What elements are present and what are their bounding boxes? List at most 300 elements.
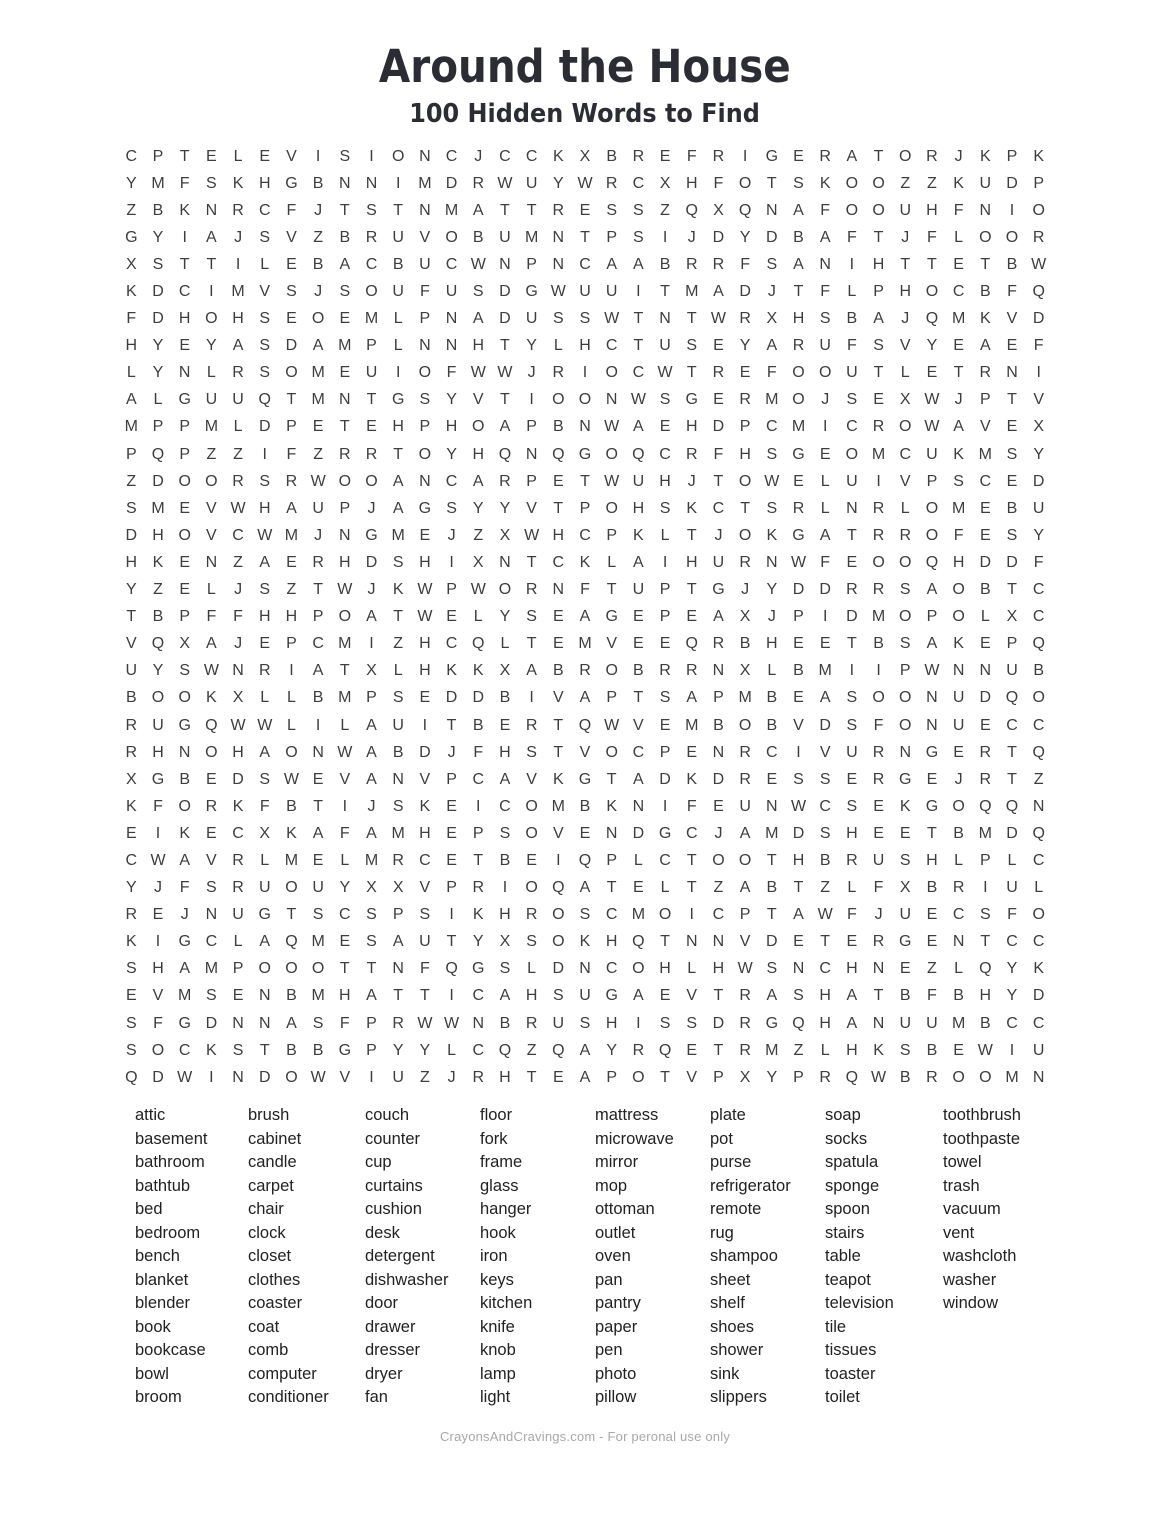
grid-letter: G [792,526,805,544]
grid-letter: J [901,310,910,328]
grid-letter: T [393,608,404,626]
footer-credit: CrayonsAndCravings.com - For peronal use only [439,1429,731,1444]
grid-letter: E [206,147,217,165]
word-list-item: chair [248,1200,284,1218]
grid-letter: F [126,310,137,328]
grid-letter: X [179,635,191,653]
grid-letter: O [925,283,939,301]
word-list-item: book [135,1317,171,1336]
grid-letter: M [871,445,886,463]
word-list-item: washcloth [943,1247,1017,1265]
grid-letter: Z [206,445,217,463]
word-list-item: television [825,1294,894,1312]
grid-letter: S [259,364,271,382]
grid-letter: R [472,174,485,192]
grid-letter: L [153,391,163,409]
grid-letter: S [259,310,271,328]
grid-letter: P [1006,635,1018,653]
grid-letter: Y [152,662,164,680]
word-list-item: desk [365,1223,400,1242]
grid-letter: A [259,933,271,951]
grid-letter: S [206,987,217,1005]
grid-letter: T [393,987,404,1005]
grid-letter: V [899,472,911,490]
grid-letter: C [472,770,485,788]
grid-letter: C [339,906,351,924]
grid-letter: J [154,879,162,897]
grid-letter: E [633,635,644,653]
grid-letter: V [206,526,217,544]
grid-letter: H [685,174,698,192]
word-list-item: computer [248,1364,317,1383]
grid-letter: I [1009,201,1015,219]
grid-letter: R [365,228,378,246]
grid-letter: H [926,851,938,869]
grid-letter: U [1006,662,1018,680]
grid-letter: L [233,147,243,165]
word-list-item: iron [480,1247,508,1265]
grid-letter: O [899,608,912,626]
grid-letter: Z [820,879,831,897]
grid-letter: H [472,337,485,355]
grid-letter: S [286,283,297,301]
grid-letter: J [714,526,723,544]
grid-letter: U [872,851,885,869]
grid-letter: C [632,743,645,761]
grid-letter: E [793,933,804,951]
grid-letter: E [312,851,324,869]
grid-letter: R [712,255,725,273]
grid-letter: G [338,1041,352,1059]
grid-letter: D [552,960,565,978]
grid-letter: R [472,1068,485,1086]
grid-letter: J [687,228,696,246]
grid-letter: C [712,499,725,517]
grid-letter: E [926,364,938,382]
grid-letter: O [205,310,218,328]
grid-letter: O [178,689,191,707]
grid-letter: S [659,391,671,409]
grid-letter: N [979,662,992,680]
grid-letter: I [849,255,855,273]
grid-letter: E [286,255,297,273]
grid-letter: D [1032,987,1045,1005]
grid-letter: C [659,445,671,463]
grid-letter: E [899,960,911,978]
grid-letter: S [259,581,271,599]
grid-letter: D [499,283,511,301]
grid-letter: H [792,310,805,328]
grid-letter: L [260,255,270,273]
grid-letter: R [685,255,698,273]
grid-letter: U [312,499,324,517]
grid-letter: G [125,228,138,246]
grid-letter: R [819,1068,831,1086]
grid-letter: N [365,174,378,192]
word-list-item: bookcase [135,1341,206,1359]
grid-letter: W [283,770,299,788]
grid-letter: E [953,743,964,761]
grid-letter: S [659,1014,671,1032]
grid-letter: N [926,716,938,734]
grid-letter: Y [526,337,537,355]
grid-letter: W [230,499,246,517]
grid-letter: O [952,1068,965,1086]
grid-letter: A [366,770,377,788]
word-list-item: bench [135,1247,180,1265]
grid-letter: S [259,228,271,246]
grid-letter: P [606,1068,618,1086]
grid-letter: W [604,310,620,328]
grid-letter: Y [152,228,164,246]
grid-letter: A [366,743,377,761]
grid-letter: U [819,337,831,355]
grid-letter: E [579,201,591,219]
grid-letter: S [766,960,778,978]
grid-letter: V [606,635,618,653]
grid-letter: H [846,1041,858,1059]
grid-letter: B [1033,662,1045,680]
grid-letter: C [232,824,244,842]
grid-letter: E [659,635,671,653]
grid-letter: X [392,879,404,897]
grid-letter: E [286,310,297,328]
grid-letter: O [311,310,325,328]
grid-letter: U [579,987,591,1005]
grid-letter: J [767,283,776,301]
grid-letter: T [1007,770,1017,788]
grid-letter: I [556,851,561,869]
grid-letter: S [125,499,137,517]
grid-letter: T [873,228,884,246]
word-list-item: coat [248,1317,280,1336]
word-list-item: cup [365,1153,392,1171]
grid-letter: M [338,635,352,653]
grid-letter: J [901,228,910,246]
grid-letter: E [446,608,457,626]
grid-letter: L [286,716,296,734]
grid-letter: A [392,499,404,517]
grid-letter: H [872,255,885,273]
grid-letter: O [712,851,725,869]
grid-letter: V [206,851,217,869]
grid-letter: W [417,608,433,626]
grid-letter: O [285,1068,298,1086]
grid-letter: K [953,174,964,192]
grid-letter: S [392,553,404,571]
grid-letter: L [260,689,270,707]
grid-letter: N [339,526,351,544]
grid-letter: V [339,770,351,788]
grid-letter: D [1006,824,1018,842]
grid-letter: N [232,1068,244,1086]
grid-letter: M [311,933,325,951]
grid-letter: E [766,770,778,788]
grid-letter: E [633,879,644,897]
word-list-item: floor [480,1106,513,1124]
grid-letter: C [632,174,645,192]
word-list-column [135,1104,248,1410]
grid-letter: T [500,201,510,219]
grid-letter: T [500,337,510,355]
word-list-item: rug [710,1223,734,1242]
grid-letter: E [633,608,644,626]
grid-letter: B [152,608,164,626]
grid-letter: N [926,689,938,707]
grid-letter: D [152,472,164,490]
grid-letter: H [846,960,858,978]
grid-letter: G [578,770,592,788]
grid-letter: B [819,851,831,869]
grid-letter: D [499,310,511,328]
grid-letter: T [606,581,617,599]
word-list-item: oven [595,1247,631,1265]
grid-letter: P [526,255,537,273]
grid-letter: O [418,364,432,382]
grid-letter: C [579,255,591,273]
word-list-column [248,1104,365,1410]
grid-letter: T [446,933,457,951]
word-list-item: curtains [365,1176,423,1195]
grid-letter: S [552,310,564,328]
grid-letter: S [125,960,137,978]
grid-letter: U [232,391,244,409]
grid-letter: G [285,174,298,192]
grid-letter: Q [498,1041,512,1059]
grid-letter: D [819,716,831,734]
grid-letter: M [204,960,219,978]
grid-letter: G [151,770,165,788]
word-list-item: trash [943,1176,980,1195]
grid-letter: F [1007,283,1017,301]
grid-letter: E [499,716,511,734]
grid-letter: A [579,689,591,707]
grid-letter: D [632,824,645,842]
grid-letter: P [793,1068,804,1086]
grid-letter: V [206,499,217,517]
grid-letter: U [846,743,858,761]
grid-letter: T [473,851,484,869]
grid-letter: W [764,472,780,490]
grid-letter: T [286,391,297,409]
grid-letter: B [979,283,991,301]
grid-letter: T [606,879,617,897]
grid-letter: Z [713,879,724,897]
grid-letter: D [205,1014,218,1032]
grid-letter: R [499,472,511,490]
grid-letter: N [339,391,351,409]
grid-letter: C [445,147,458,165]
grid-letter: E [419,526,431,544]
grid-letter: E [953,1041,964,1059]
grid-letter: R [846,581,858,599]
grid-letter: R [872,743,885,761]
grid-letter: S [179,662,191,680]
grid-letter: R [872,499,885,517]
word-list-item: sponge [825,1176,880,1195]
grid-letter: Z [233,553,243,571]
word-list-item: window [943,1294,999,1312]
grid-letter: E [206,824,217,842]
grid-letter: K [419,797,431,815]
word-list-item: pantry [595,1294,641,1312]
grid-letter: D [712,418,725,436]
grid-letter: D [792,824,805,842]
grid-letter: Z [126,472,137,490]
grid-letter: B [1006,499,1018,517]
grid-letter: K [606,797,618,815]
grid-letter: J [367,499,376,517]
grid-letter: E [659,418,671,436]
grid-letter: W [630,391,646,409]
grid-letter: E [979,526,991,544]
grid-letter: R [739,1041,751,1059]
grid-letter: E [793,635,804,653]
grid-letter: O [872,553,885,571]
grid-letter: S [846,391,858,409]
grid-letter: I [822,418,828,436]
grid-letter: T [766,851,777,869]
grid-letter: X [713,201,724,219]
grid-letter: A [499,770,511,788]
grid-letter: O [899,689,912,707]
grid-letter: M [391,526,405,544]
grid-letter: J [954,147,963,165]
grid-letter: W [924,662,940,680]
grid-letter: V [419,879,431,897]
grid-letter: J [447,743,456,761]
word-list-column [710,1104,825,1410]
grid-letter: B [579,797,591,815]
grid-letter: Y [499,499,511,517]
grid-letter: Y [926,337,938,355]
grid-letter: A [259,553,271,571]
grid-letter: V [793,716,804,734]
grid-letter: H [819,1014,831,1032]
word-list-item: ottoman [595,1200,655,1218]
grid-letter: M [284,851,299,869]
word-list-item: drawer [365,1317,416,1336]
grid-letter: U [899,1014,912,1032]
word-list-item: refrigerator [710,1176,791,1195]
word-list-item: toothpaste [943,1129,1021,1148]
grid-letter: R [739,743,751,761]
grid-letter: G [712,581,725,599]
grid-letter: Q [979,797,992,815]
grid-letter: Q [1005,689,1019,707]
grid-letter: E [339,364,351,382]
grid-letter: O [872,689,885,707]
grid-letter: B [125,689,137,707]
grid-letter: S [1006,526,1018,544]
grid-letter: P [419,418,431,436]
grid-letter: A [392,472,404,490]
grid-letter: H [125,553,138,571]
grid-letter: L [1007,851,1017,869]
grid-letter: A [819,228,831,246]
grid-letter: A [179,960,191,978]
grid-letter: B [152,201,164,219]
grid-letter: J [314,201,323,219]
grid-letter: A [713,608,724,626]
grid-letter: I [636,283,641,301]
grid-letter: P [366,689,377,707]
grid-letter: R [632,147,645,165]
grid-letter: D [152,310,164,328]
grid-letter: Q [925,553,939,571]
grid-letter: A [366,987,377,1005]
grid-letter: U [952,716,965,734]
grid-letter: Y [446,391,457,409]
grid-letter: H [605,933,618,951]
grid-letter: U [365,364,378,382]
grid-letter: P [713,1068,724,1086]
grid-letter: O [925,526,939,544]
word-list-column [943,1104,1063,1316]
grid-letter: T [686,879,697,897]
grid-letter: O [899,418,912,436]
grid-letter: S [766,499,778,517]
grid-letter: E [206,770,217,788]
grid-letter: E [312,770,324,788]
grid-letter: Q [792,1014,805,1032]
grid-letter: F [179,879,190,897]
grid-letter: O [632,1068,645,1086]
grid-letter: A [793,906,804,924]
grid-letter: E [1006,418,1018,436]
grid-letter: A [499,987,511,1005]
grid-letter: O [979,1068,992,1086]
grid-letter: T [846,635,857,653]
word-list-item: hanger [480,1200,532,1218]
grid-letter: X [472,553,484,571]
grid-letter: C [952,283,965,301]
grid-letter: T [873,987,884,1005]
grid-letter: S [633,228,644,246]
word-list-item: frame [480,1153,523,1171]
grid-letter: Y [606,1041,618,1059]
grid-letter: M [978,445,992,463]
grid-letter: E [125,987,137,1005]
grid-letter: R [232,364,244,382]
grid-letter: S [366,933,377,951]
word-list-item: outlet [595,1223,636,1242]
grid-letter: I [529,689,534,707]
grid-letter: I [662,797,668,815]
grid-letter: E [579,824,591,842]
grid-letter: O [738,526,752,544]
grid-letter: S [873,337,884,355]
grid-letter: P [339,499,351,517]
grid-letter: V [526,770,537,788]
grid-letter: R [552,364,565,382]
grid-letter: A [846,987,858,1005]
grid-letter: K [1033,147,1045,165]
grid-letter: S [819,824,831,842]
grid-letter: B [286,987,297,1005]
grid-letter: A [312,824,324,842]
word-list-item: brush [248,1106,290,1124]
grid-letter: R [232,472,244,490]
grid-letter: N [205,553,218,571]
grid-letter: C [312,635,324,653]
grid-letter: S [419,391,431,409]
grid-letter: H [632,499,645,517]
grid-letter: D [1006,174,1018,192]
grid-letter: T [339,201,350,219]
grid-letter: U [499,228,511,246]
grid-letter: C [605,337,618,355]
